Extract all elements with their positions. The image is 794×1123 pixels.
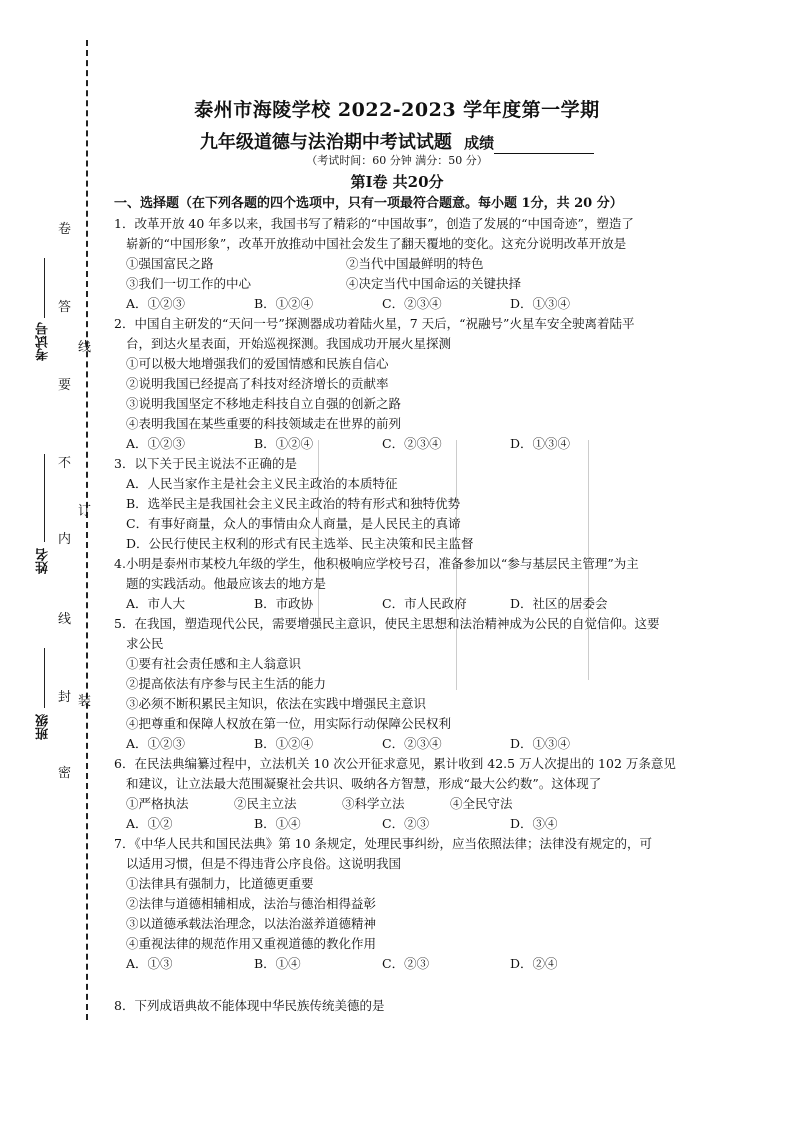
answer-option: D．社区的居委会 xyxy=(510,596,608,611)
answer-option: D．①③④ xyxy=(510,436,571,451)
statement: ④重视法律的规范作用又重视道德的教化作用 xyxy=(126,936,377,951)
answer-option: C．②③ xyxy=(382,956,430,971)
margin-char: 卷 xyxy=(58,222,72,237)
answer-option: D．②④ xyxy=(510,956,558,971)
answer-options xyxy=(114,294,706,314)
question-3 xyxy=(114,454,706,554)
statement: ③科学立法 xyxy=(342,796,405,811)
answer-option: D．①③④ xyxy=(510,736,571,751)
question-stem: 5．在我国，塑造现代公民，需要增强民主意识，使民主思想和法治精神成为公民的自觉信仰。这要 xyxy=(114,616,660,631)
question-5 xyxy=(114,614,706,754)
question-6 xyxy=(114,754,706,834)
margin-char: 不 xyxy=(58,456,72,471)
statement-row xyxy=(114,254,706,274)
statement: ②提高依法有序参与民主生活的能力 xyxy=(126,676,327,691)
margin-char: 封 xyxy=(58,690,72,705)
statement: ④全民守法 xyxy=(450,796,513,811)
statement: ②法律与道德相辅相成，法治与德治相得益彰 xyxy=(126,896,377,911)
statement: C．有事好商量，众人的事情由众人商量，是人民民主的真谛 xyxy=(126,516,461,531)
answer-option: A．①②③ xyxy=(126,736,186,751)
answer-option: D．③④ xyxy=(510,816,558,831)
answer-options xyxy=(114,434,706,454)
question-stem: 4.小明是泰州市某校九年级的学生，他积极响应学校号召，准备参加以“参与基层民主管理”为主 xyxy=(114,556,639,571)
statement: ②民主立法 xyxy=(234,796,297,811)
answer-option: C．市人民政府 xyxy=(382,596,467,611)
answer-options xyxy=(114,594,706,614)
margin-char: 要 xyxy=(58,378,72,393)
exam-info: （考试时间：60 分钟 满分：50 分） xyxy=(306,154,488,167)
statement: ①可以极大地增强我们的爱国情感和民族自信心 xyxy=(126,356,389,371)
statement: B．选举民主是我国社会主义民主政治的特有形式和独特优势 xyxy=(126,496,461,511)
class-label: 班级 xyxy=(36,714,51,740)
answer-option: A．①③ xyxy=(126,956,173,971)
answer-option: B．①④ xyxy=(254,956,301,971)
class-blank xyxy=(44,648,45,708)
question-stem: 求公民 xyxy=(126,636,164,651)
answer-option: B．①②④ xyxy=(254,296,314,311)
margin-char: 线 xyxy=(58,612,72,627)
exam-no-blank xyxy=(44,258,45,318)
margin-char: 线 xyxy=(78,340,92,355)
answer-option: C．②③④ xyxy=(382,736,442,751)
answer-option: C．②③④ xyxy=(382,296,442,311)
question-list xyxy=(114,214,706,974)
statement: ②当代中国最鲜明的特色 xyxy=(346,256,484,271)
statement: A．人民当家作主是社会主义民主政治的本质特征 xyxy=(126,476,398,491)
question-8-stem: 8．下列成语典故不能体现中华民族传统美德的是 xyxy=(114,998,385,1013)
question-stem: 6．在民法典编纂过程中，立法机关 10 次公开征求意见，累计收到 42.5 万人次提出的 102 万条意见 xyxy=(114,756,676,771)
statement: ①强国富民之路 xyxy=(126,256,214,271)
subtitle-text: 九年级道德与法治期中考试试题 xyxy=(199,132,452,153)
question-stem: 7．《中华人民共和国民法典》第 10 条规定，处理民事纠纷，应当依照法律；法律没有规定的，可 xyxy=(114,836,653,851)
answer-option: A．①②③ xyxy=(126,296,186,311)
answer-options xyxy=(114,954,706,974)
binding-margin xyxy=(0,0,110,1123)
margin-char: 密 xyxy=(58,766,72,781)
question-stem: 和建议，让立法最大范围凝聚社会共识、吸纳各方智慧，形成“最大公约数”。这体现了 xyxy=(126,776,602,791)
answer-option: D．①③④ xyxy=(510,296,571,311)
question-stem: 以适用习惯，但是不得违背公序良俗。这说明我国 xyxy=(126,856,402,871)
statement: ④决定当代中国命运的关键抉择 xyxy=(346,276,522,291)
part-heading: 第Ⅰ卷 共20分 xyxy=(350,173,444,191)
section-heading: 一、选择题（在下列各题的四个选项中，只有一项最符合题意。每小题 1分，共 20 分） xyxy=(114,196,623,211)
answer-option: C．②③④ xyxy=(382,436,442,451)
margin-char: 订 xyxy=(78,504,92,519)
statement: ④把尊重和保障人权放在第一位，用实际行动保障公民权利 xyxy=(126,716,452,731)
answer-option: A．市人大 xyxy=(126,596,186,611)
margin-char: 内 xyxy=(58,532,72,547)
question-stem: 2．中国自主研发的“天问一号”探测器成功着陆火星，7 天后，“祝融号”火星车安全驶离着陆平 xyxy=(114,316,635,331)
score-label: 成绩 xyxy=(464,134,495,152)
answer-option: B．市政协 xyxy=(254,596,314,611)
question-7 xyxy=(114,834,706,974)
answer-option: B．①②④ xyxy=(254,436,314,451)
question-4 xyxy=(114,554,706,614)
margin-char: 装 xyxy=(78,694,92,709)
question-stem: 台，到达火星表面，开始巡视探测。我国成功开展火星探测 xyxy=(126,336,452,351)
exam-subtitle xyxy=(0,128,794,154)
statement: ④表明我国在某些重要的科技领域走在世界的前列 xyxy=(126,416,402,431)
answer-option: A．①②③ xyxy=(126,436,186,451)
question-stem: 1．改革开放 40 年多以来，我国书写了精彩的“中国故事”，创造了发展的“中国奇迹”，塑造了 xyxy=(114,216,634,231)
statement: D．公民行使民主权利的形式有民主选举、民主决策和民主监督 xyxy=(126,536,474,551)
answer-option: A．①② xyxy=(126,816,173,831)
statement: ①严格执法 xyxy=(126,796,189,811)
question-stem: 崭新的“中国形象”，改革开放推动中国社会发生了翻天覆地的变化。这充分说明改革开放是 xyxy=(126,236,627,251)
answer-options xyxy=(114,734,706,754)
name-blank xyxy=(44,454,45,542)
statement: ③必须不断积累民主知识，依法在实践中增强民主意识 xyxy=(126,696,427,711)
question-stem: 3．以下关于民主说法不正确的是 xyxy=(114,456,297,471)
question-1 xyxy=(114,214,706,314)
statement: ①法律具有强制力，比道德更重要 xyxy=(126,876,314,891)
statement: ①要有社会责任感和主人翁意识 xyxy=(126,656,302,671)
question-stem: 题的实践活动。他最应该去的地方是 xyxy=(126,576,327,591)
answer-option: B．①④ xyxy=(254,816,301,831)
exam-title: 泰州市海陵学校 2022-2023 学年度第一学期 xyxy=(194,99,600,121)
statement-row xyxy=(114,274,706,294)
question-2 xyxy=(114,314,706,454)
spacer xyxy=(114,974,706,996)
margin-char: 答 xyxy=(58,300,72,315)
name-label: 姓名 xyxy=(36,548,51,574)
statement: ③以道德承载法治理念，以法治滋养道德精神 xyxy=(126,916,377,931)
statement: ②说明我国已经提高了科技对经济增长的贡献率 xyxy=(126,376,389,391)
statement: ③说明我国坚定不移地走科技自立自强的创新之路 xyxy=(126,396,402,411)
answer-option: B．①②④ xyxy=(254,736,314,751)
answer-options xyxy=(114,814,706,834)
question-area xyxy=(114,194,706,1016)
statement-row xyxy=(114,794,706,814)
exam-no-label: 考试号 xyxy=(36,322,51,361)
answer-option: C．②③ xyxy=(382,816,430,831)
statement: ③我们一切工作的中心 xyxy=(126,276,252,291)
